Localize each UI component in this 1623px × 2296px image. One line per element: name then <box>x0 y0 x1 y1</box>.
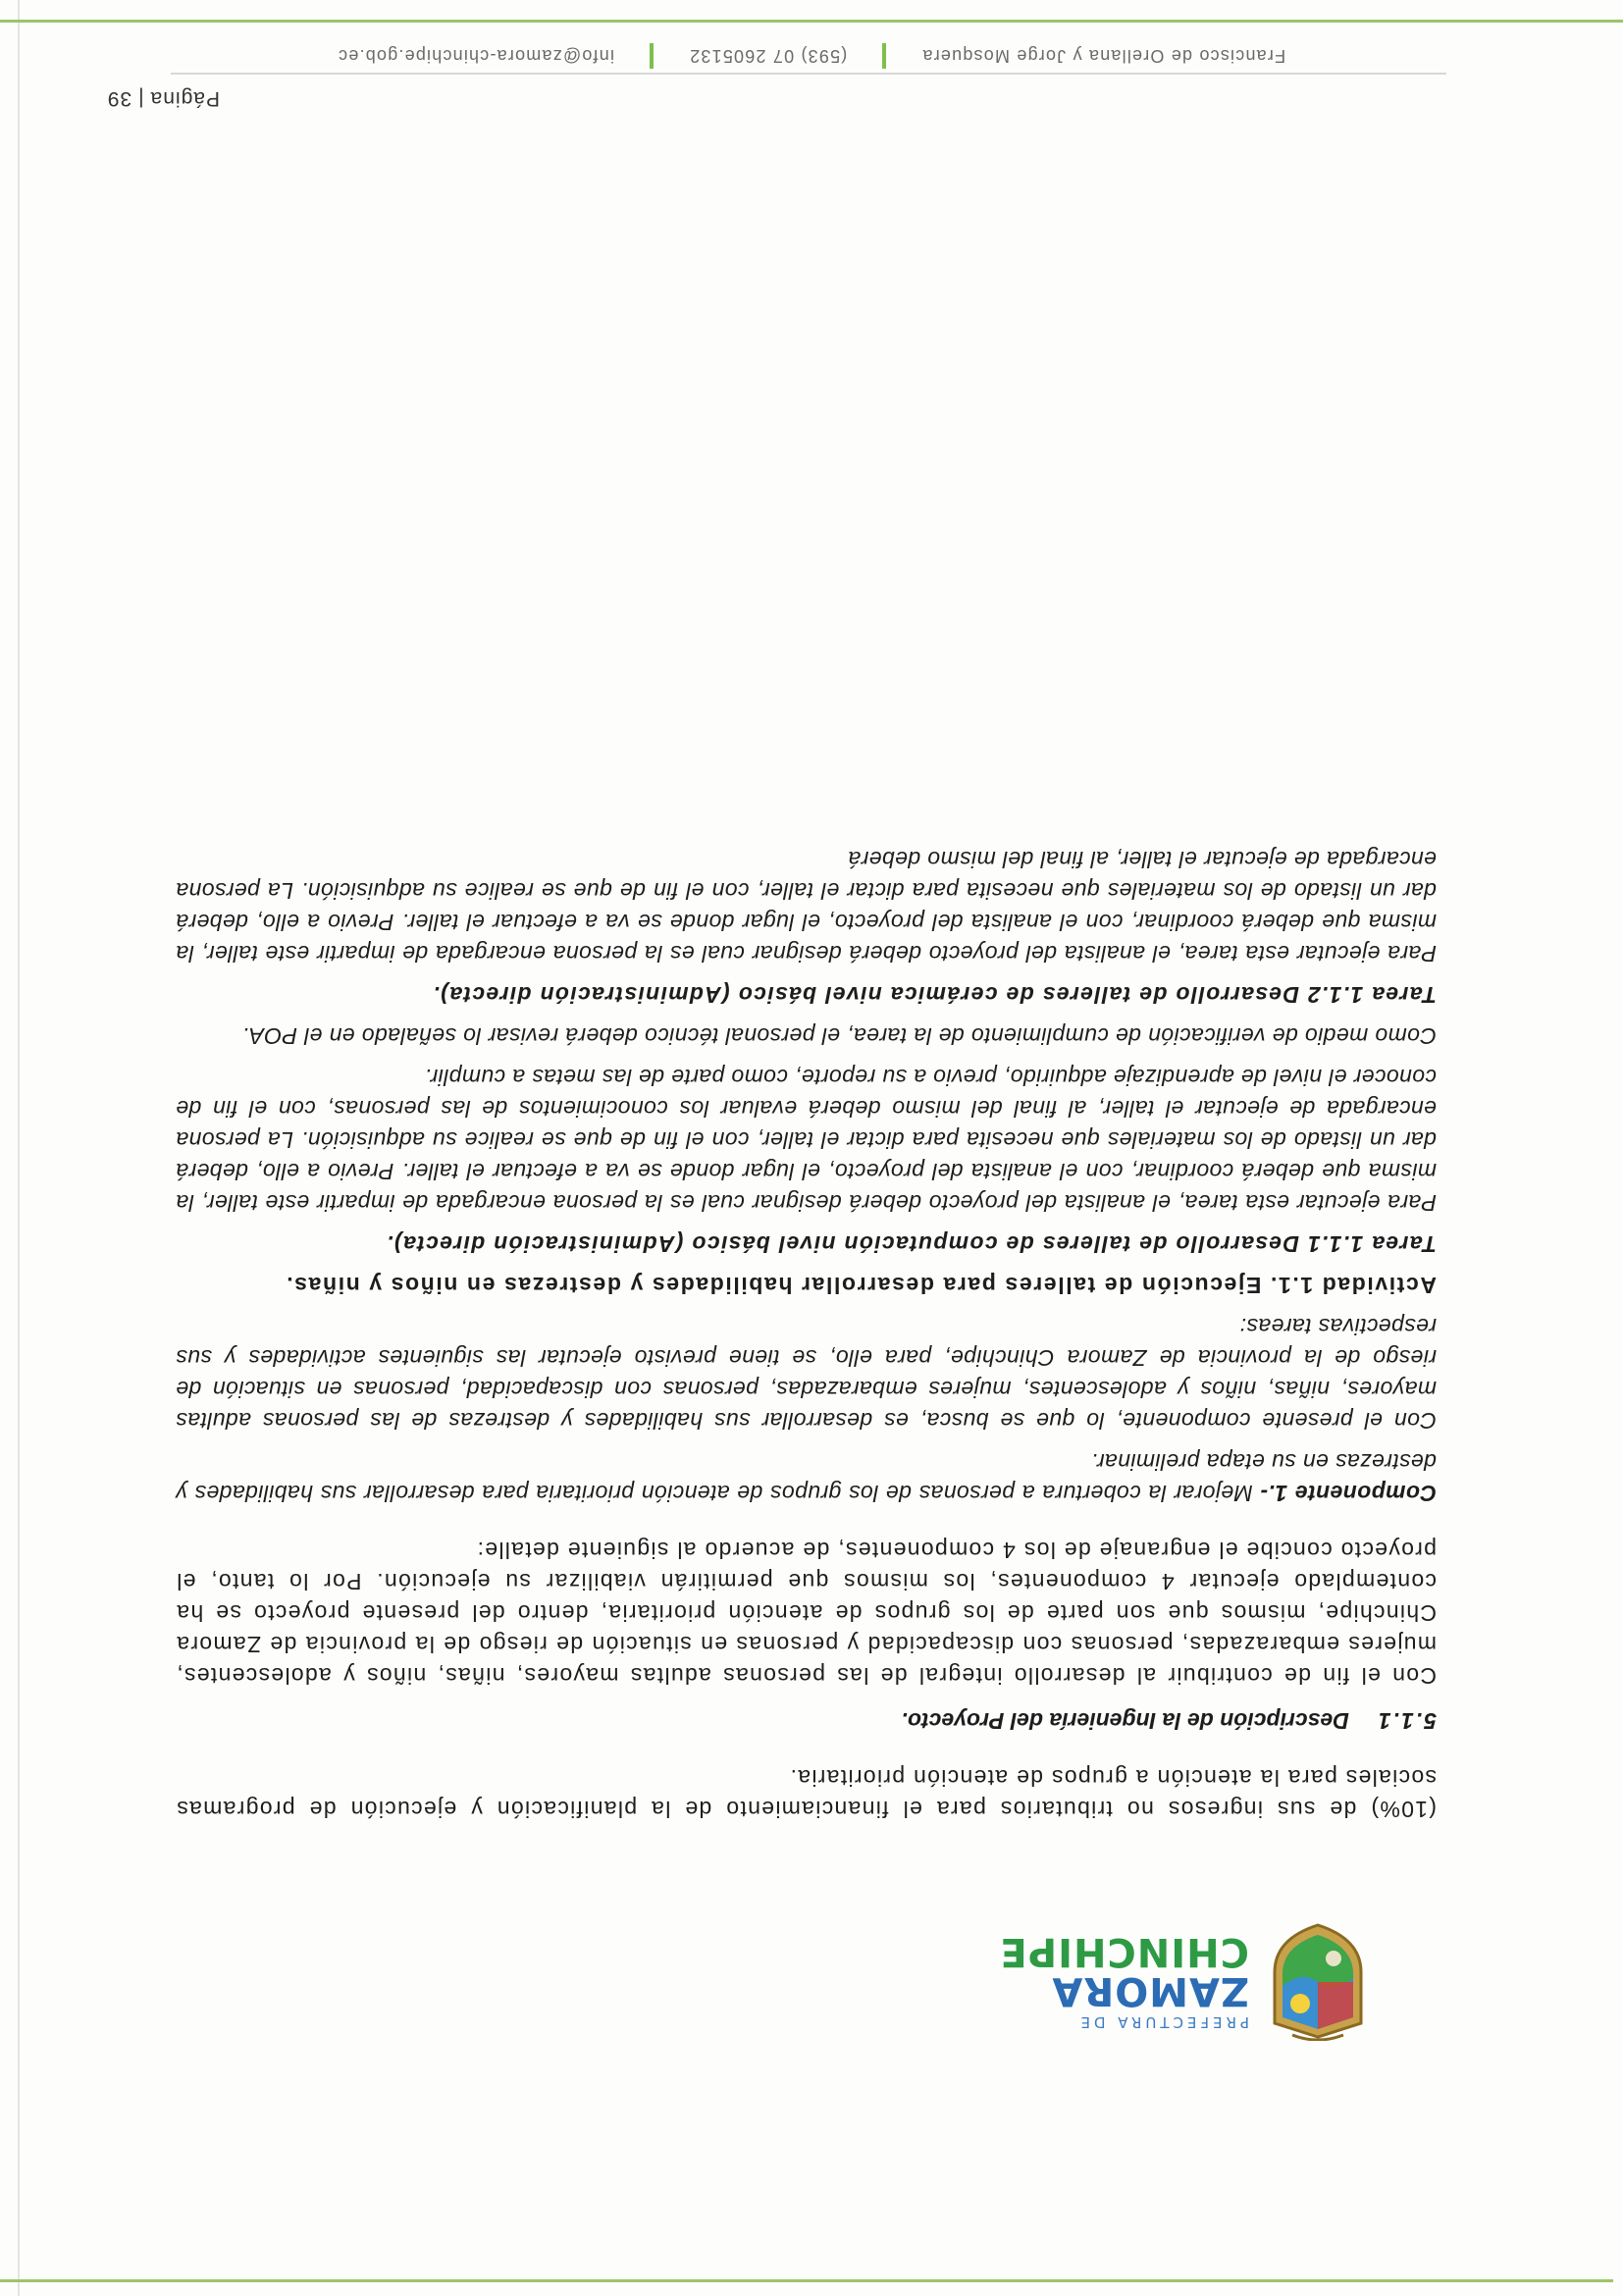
footer-address: Francisco de Orellana y Jorge Mosquera <box>921 46 1286 67</box>
page-label: Página <box>149 87 220 110</box>
section-paragraph: Con el fin de contribuir al desarrollo integral de las personas adultas mayores, niñas, niños y adolescentes, mujeres embarazadas, personas con discapacidad y personas en situación de riesgo de la provincia de Zamora Chinchipe, mismos que son parte de los grupos de atención prioritaria, dentro del presente proyecto se ha contemplado ejecutar 4 componentes, los mismos que permitirán viabilizar su ejecución. Por lo tanto, el proyecto concibe el engranaje de los 4 componentes, de acuerdo al siguiente detalle: <box>176 1538 1437 1689</box>
page-number-value: 39 <box>106 87 132 110</box>
footer-separator <box>650 43 654 69</box>
component-text: Mejorar la cobertura a personas de los grupos de atención prioritaria para desarrollar sus habilidades y destrezas en su etapa preliminar. <box>176 1449 1437 1506</box>
bottom-green-rule <box>0 20 1623 23</box>
component-paragraph: Con el presente componente, lo que se busca, es desarrollar sus habilidades y destrezas de las personas adultas mayores, niñas, niños y adolescentes, mujeres embarazadas, personas con discapacidad, personas en situación de riesgo de la provincia de Zamora Chinchipe, para ello, se tiene previsto ejecutar las siguientes actividades y sus respectivas tareas: <box>176 1314 1437 1434</box>
task-2-title: Tarea 1.1.2 Desarrollo de talleres de cerámica nivel básico (Administración directa). <box>432 982 1437 1008</box>
activity-heading: Actividad 1.1. Ejecución de talleres para desarrollar habilidades y destrezas en niños y niñas. <box>285 1273 1437 1298</box>
section-number: 5.1.1 <box>1376 1708 1437 1734</box>
task-1-title: Tarea 1.1.1 Desarrollo de talleres de computación nivel básico (Administración directa). <box>386 1231 1437 1257</box>
footer-divider <box>171 73 1446 75</box>
header-green-rule <box>0 2279 1613 2282</box>
page-number: Página|39 <box>106 87 220 110</box>
footer-email: info@zamora-chinchipe.gob.ec <box>337 46 614 67</box>
logo-wordmark <box>999 1929 1249 2032</box>
coat-of-arms-icon <box>1263 1921 1373 2041</box>
task-1-paragraph-1: Para ejecutar esta tarea, el analista del proyecto deberá designar cual es la persona encargada de impartir este taller, la misma que deberá coordinar, con el analista del proyecto, el lugar donde se va a efectuar el taller. Previo a ello, deberá dar un listado de los materiales que necesita para dictar el taller, con el fin de que se realice su adquisición. La persona encargada de ejecutar el taller, al final del mismo deberá evaluar los conocimientos de las personas, con el fin de conocer el nivel de aprendizaje adquirido, previo a su reporte, como parte de las metas a cumplir. <box>176 1065 1437 1216</box>
intro-paragraph: (10%) de sus ingresos no tributarios para el financiamiento de la planificación y ejecución de programas sociales para la atención a grupos de atención prioritaria. <box>176 1765 1437 1822</box>
footer-phone: (593) 07 2605132 <box>688 46 848 67</box>
footer-separator <box>882 43 886 69</box>
task-1-paragraph-2: Como medio de verificación de cumplimiento de la tarea, el personal técnico deberá revisar lo señalado en el POA. <box>241 1023 1437 1049</box>
prefectura-logo <box>999 1921 1373 2041</box>
document-body <box>176 834 1437 1825</box>
component-label: Componente 1.- <box>1260 1481 1437 1506</box>
page-header <box>0 1929 1613 2296</box>
logo-line-2: CHINCHIPE <box>999 1929 1249 1975</box>
section-heading <box>176 1705 1437 1737</box>
footer-contact-line <box>0 43 1623 69</box>
logo-small-text: PREFECTURA DE <box>1076 2013 1249 2032</box>
section-title: Descripción de la Ingeniería del Proyecto. <box>901 1708 1349 1734</box>
page-footer <box>0 29 1623 147</box>
logo-line-1: ZAMORA <box>1051 1968 1249 2014</box>
component-paragraph-title <box>176 1446 1437 1509</box>
task-2-paragraph-1: Para ejecutar esta tarea, el analista del proyecto deberá designar cual es la persona encargada de impartir este taller, la misma que deberá coordinar, con el analista del proyecto, el lugar donde se va a efectuar el taller. Previo a ello, deberá dar un listado de los materiales que necesita para dictar el taller, con el fin de que se realice su adquisición. La persona encargada de ejecutar el taller, al final del mismo deberá <box>176 847 1437 966</box>
